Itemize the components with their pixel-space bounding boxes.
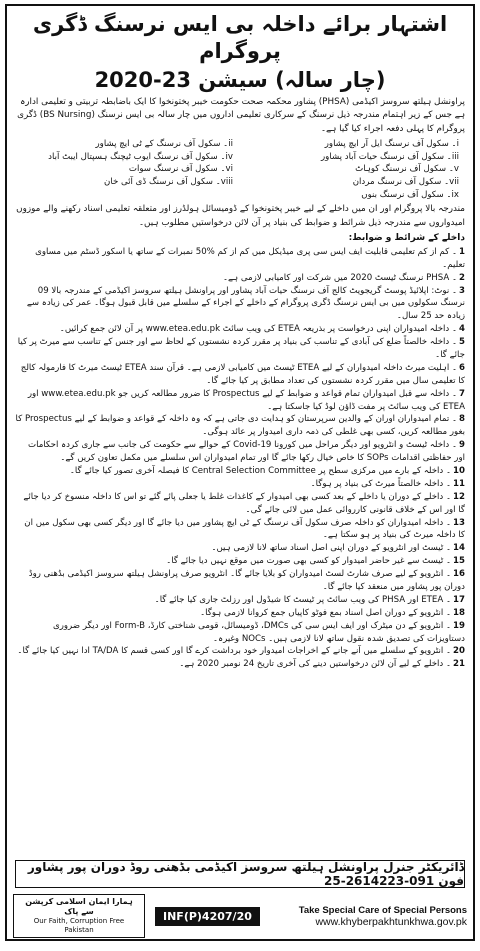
item-text: داخلہ کے بارے میں مرکزی سطح پر Central Selection Committee کا فیصلہ آخری تصور کیا جائے گا۔	[69, 466, 444, 476]
item-number: 2	[459, 272, 465, 283]
list-item: 5۔ داخلہ خالصتاً ضلع کی آبادی کے تناسب کی بنیاد پر مقرر کردہ نشستوں کے لحاظ سے اور جنس کے تناسب سے میرٹ پر کیا جائے گا۔	[17, 337, 465, 360]
list-item: 10۔ داخلہ کے بارے میں مرکزی سطح پر Central Selection Committee کا فیصلہ آخری تصور کیا جائے گا۔	[69, 466, 465, 476]
contact-text: ڈائریکٹر جنرل پراونشل ہیلتھ سروسز اکیڈمی بڈھنی روڈ دوران پور پشاور فون 091-2614223-25	[27, 860, 464, 888]
item-text: داخلہ امیدواران کو داخلہ صرف سکول آف نرسنگ کے ٹی ایچ پشاور میں دیا جائے گا اور دیگر کسی بھی سکول میں ان کا داخلہ میرٹ کی بنیاد پر ہو سکتا ہے۔	[24, 517, 465, 541]
item-text: انٹرویو کے دوران اصل اسناد بمع فوٹو کاپیاں جمع کروانا لازمی ہوگا۔	[200, 607, 444, 618]
list-item: 21۔ داخلے کے لیے آن لائن درخواستیں دینے کی آخری تاریخ 24 نومبر 2020 ہے۔	[179, 659, 465, 670]
item-text: داخلہ ٹیسٹ و انٹرویو اور دیگر مراحل میں کورونا 19-Covid کے حوالے سے حکومت کی جانب سے جاری کردہ احکامات اور حفاظتی اقدامات SOPs کا خاص خیال رکھا جائے گا اور تمام امیدواران اس سلسلے میں مکمل تعاون کریں گے۔	[27, 440, 465, 464]
schools-list	[21, 138, 459, 202]
list-item: 12۔ داخلے کے دوران یا داخلے کے بعد کسی بھی امیدوار کے کاغذات غلط یا جعلی پائے گئے تو اس کا داخلہ منسوخ کر دیا جائے گا اور اس کے خلاف قانونی کارروائی عمل میں لائی جائے گی۔	[23, 491, 465, 515]
item-text: تمام امیدواران اوران کے والدین سرپرستان کو ہدایت دی جاتی ہے کہ وہ داخلہ کے قواعد و ضوابط کے لیے Prospectus کا بغور مطالعہ کریں، کسی بھی غلطی کی ذمہ داری امیدوار پر عائد ہوگی۔	[15, 414, 465, 438]
item-text: ٹیسٹ سے غیر حاضر امیدوار کو کسی بھی صورت میں موقع نہیں دیا جائے گا۔	[166, 556, 444, 567]
item-text: PHSA نرسنگ ٹیسٹ 2020 میں شرکت اور کامیابی لازمی ہے۔	[223, 272, 450, 283]
school-item: iv۔ سکول آف نرسنگ ایوب ٹیچنگ ہسپتال ایبٹ آباد	[48, 151, 233, 162]
item-number: 8	[459, 414, 465, 425]
item-text: انٹرویو کے سلسلے میں آنے جانے کے اخراجات امیدوار خود برداشت کرے گا اور کسی قسم کا TA/DA ادا نہیں کیا جائے گا۔	[17, 646, 444, 657]
ad-subtitle: (چار سالہ) سیشن 23-2020	[94, 67, 386, 92]
item-number: 16	[453, 569, 465, 580]
item-number: 13	[453, 517, 465, 528]
slogan-urdu: ہمارا ایمان اسلامی کرپشن سے پاک	[25, 897, 133, 917]
conditions-title: داخلے کے شرائط و ضوابط:	[348, 233, 465, 244]
ad-title: اشتہار برائے داخلہ بی ایس نرسنگ ڈگری پروگرام	[32, 12, 448, 64]
item-number: 17	[453, 594, 465, 605]
list-item: 1۔ کم از کم تعلیمی قابلیت ایف ایس سی پری میڈیکل میں کم از کم %50 نمبرات کے ساتھ یا اسکور ڈسٹم میں مساوی تعلیم۔	[35, 246, 465, 270]
list-item: 15۔ ٹیسٹ سے غیر حاضر امیدوار کو کسی بھی صورت میں موقع نہیں دیا جائے گا۔	[166, 556, 465, 567]
item-text: ETEA اور PHSA کی ویب سائٹ پر ٹیسٹ کا شیڈول اور رزلٹ جاری کیا جائے گا۔	[154, 594, 444, 605]
list-item: 9۔ داخلہ ٹیسٹ و انٹرویو اور دیگر مراحل میں کورونا 19-Covid کے حوالے سے حکومت کی جانب سے جاری کردہ احکامات اور حفاظتی اقدامات SOPs کا خاص خیال رکھا جائے گا اور تمام امیدواران اس سلسلے میں مکمل تعاون کریں گے۔	[27, 440, 465, 464]
list-item: 20۔ انٹرویو کے سلسلے میں آنے جانے کے اخراجات امیدوار خود برداشت کرے گا اور کسی قسم کا TA/DA ادا نہیں کیا جائے گا۔	[17, 646, 465, 657]
item-number: 4	[459, 324, 465, 335]
item-text: داخلہ خالصتاً ضلع کی آبادی کے تناسب کی بنیاد پر مقرر کردہ نشستوں کے لحاظ سے اور جنس کے تناسب سے میرٹ پر کیا جائے گا۔	[17, 337, 465, 360]
list-item: 19۔ انٹرویو کے دن میٹرک اور ایف ایس سی کی DMCs، ڈومیسائل، قومی شناختی کارڈ، Form-B اور دیگر ضروری دستاویزات کی تصدیق شدہ نقول ساتھ لانا لازمی ہیں۔ NOCs وغیرہ۔	[53, 620, 465, 644]
item-number: 20	[453, 646, 465, 657]
item-text: ٹیسٹ اور انٹرویو کے دوران اپنی اصل اسناد ساتھ لانا لازمی ہیں۔	[211, 543, 444, 554]
school-item: vi۔ سکول آف نرسنگ سوات	[128, 164, 233, 175]
advertisement-page	[5, 4, 475, 941]
item-number: 10	[453, 466, 465, 476]
list-item: 3۔ نوٹ: اپلائیڈ پوسٹ گریجویٹ کالج آف نرسنگ حیات آباد پشاور اور پراونشل ہیلتھ سروسز اکیڈمی کے مندرجہ بالا 09 نرسنگ سکولوں میں بی ایس نرسنگ ڈگری پروگرام کے داخلے کے اجراء کے سلسلے میں قابل قبول ہوگا۔ عمر کی زیادہ سے زیادہ حد 25 سال۔	[26, 285, 465, 322]
government-info	[299, 905, 467, 928]
item-number: 12	[453, 491, 465, 502]
list-item: 11۔ داخلہ خالصتاً میرٹ کی بنیاد پر ہوگا۔	[310, 478, 465, 489]
item-text: اہلیت میرٹ داخلہ امیدواران کے لیے ETEA ٹیسٹ میں کامیابی لازمی ہے۔ قرآن سند ETEA ٹیسٹ میرٹ کا فارمولہ کالج کا تعلیمی سال میں مقرر کردہ نشستوں کی تعداد مطابق پر کیا جائے گا۔	[20, 362, 465, 386]
list-item: 8۔ تمام امیدواران اوران کے والدین سرپرستان کو ہدایت دی جاتی ہے کہ وہ داخلہ کے قواعد و ضوابط کے لیے Prospectus کا بغور مطالعہ کریں، کسی بھی غلطی کی ذمہ داری امیدوار پر عائد ہوگی۔	[15, 414, 465, 438]
item-text: داخلے کے لیے آن لائن درخواستیں دینے کی آخری تاریخ 24 نومبر 2020 ہے۔	[179, 659, 444, 670]
item-number: 19	[453, 620, 465, 631]
item-number: 5	[459, 337, 465, 348]
school-item: ii۔ سکول آف نرسنگ کے ٹی ایچ پشاور	[95, 138, 233, 149]
item-number: 18	[453, 607, 465, 618]
conditions-list	[15, 246, 465, 671]
contact-strip	[15, 860, 465, 888]
item-number: 1	[459, 246, 465, 257]
care-text: Take Special Care of Special Persons	[298, 904, 467, 916]
intro-paragraph: پراونشل ہیلتھ سروسز اکیڈمی (PHSA) پشاور محکمہ صحت حکومت خیبر پختونخوا کا ایک باضابطہ تربیتی و تعلیمی ادارہ ہے جس کے زیر اہتمام مندرجہ ذیل نرسنگ کے سرکاری تعلیمی اداروں میں چار سالہ بی ایس نرسنگ (BS Nursing) ڈگری پروگرام کا پہلی دفعہ اجراء کیا گیا ہے۔	[17, 96, 465, 135]
item-text: انٹرویو کے لیے صرف شارٹ لسٹ امیدواران کو بلایا جائے گا۔ انٹرویو صرف پراونشل ہیلتھ سروسز اکیڈمی بڈھنی روڈ دوران پور پشاور میں منعقد کیا جائے گا۔	[28, 569, 465, 593]
school-item: ix۔ سکول آف نرسنگ بنوں	[361, 190, 459, 201]
item-number: 21	[453, 659, 465, 670]
website-link[interactable]: www.khyberpakhtunkhwa.gov.pk	[315, 915, 467, 928]
item-text: داخلے کے دوران یا داخلے کے بعد کسی بھی امیدوار کے کاغذات غلط یا جعلی پائے گئے تو اس کا داخلہ منسوخ کر دیا جائے گا اور اس کے خلاف قانونی کارروائی عمل میں لائی جائے گی۔	[23, 491, 465, 515]
item-number: 9	[459, 440, 465, 451]
list-item: 2۔ PHSA نرسنگ ٹیسٹ 2020 میں شرکت اور کامیابی لازمی ہے۔	[223, 272, 465, 283]
item-text: داخلہ امیدواران اپنی درخواست پر بذریعہ ETEA کی ویب سائٹ www.etea.edu.pk پر آن لائن جمع کرائیں۔	[59, 324, 450, 335]
item-number: 14	[453, 543, 465, 554]
item-number: 3	[459, 285, 465, 296]
reference-number: INF(P)4207/20	[155, 907, 260, 926]
item-number: 11	[453, 478, 465, 489]
slogan-box	[13, 894, 145, 938]
school-item: vii۔ سکول آف نرسنگ مردان	[352, 177, 459, 188]
item-text: داخلہ خالصتاً میرٹ کی بنیاد پر ہوگا۔	[310, 478, 444, 489]
bottom-bar	[7, 893, 473, 939]
school-item: v۔ سکول آف نرسنگ کوہاٹ	[355, 164, 459, 175]
school-item: iii۔ سکول آف نرسنگ حیات آباد پشاور	[321, 151, 459, 162]
item-text: نوٹ: اپلائیڈ پوسٹ گریجویٹ کالج آف نرسنگ حیات آباد پشاور اور پراونشل ہیلتھ سروسز اکیڈمی کے مندرجہ بالا 09 نرسنگ سکولوں میں بی ایس نرسنگ ڈگری پروگرام کے داخلے کے اجراء کے سلسلے میں قابل قبول ہوگا۔ عمر کی زیادہ سے زیادہ حد 25 سال۔	[26, 285, 465, 322]
list-item: 18۔ انٹرویو کے دوران اصل اسناد بمع فوٹو کاپیاں جمع کروانا لازمی ہوگا۔	[200, 607, 465, 618]
list-item: 14۔ ٹیسٹ اور انٹرویو کے دوران اپنی اصل اسناد ساتھ لانا لازمی ہیں۔	[211, 543, 465, 554]
item-text: انٹرویو کے دن میٹرک اور ایف ایس سی کی DMCs، ڈومیسائل، قومی شناختی کارڈ، Form-B اور دیگر ضروری دستاویزات کی تصدیق شدہ نقول ساتھ لانا لازمی ہیں۔ NOCs وغیرہ۔	[53, 620, 465, 644]
school-item: viii۔ سکول آف نرسنگ ڈی آئی خان	[104, 177, 233, 188]
item-text: داخلہ سے قبل امیدواران تمام قواعد و ضوابط کے لیے Prospectus کا ضرور مطالعہ کریں جو www.etea.edu.pk اور ETEA کی ویب سائٹ پر مفت ڈاؤن لوڈ کیا جاسکتا ہے۔	[27, 388, 465, 412]
instructions-paragraph: مندرجہ بالا پروگرام اور ان میں داخلے کے لیے خیبر پختونخوا کے ڈومیسائل ہولڈرز اور متعلقہ تعلیمی اسناد رکھنے والے موزوں امیدواروں سے مندرجہ ذیل شرائط و ضوابط کی بنیاد پر آن لائن درخواستیں مطلوب ہیں۔	[16, 204, 465, 228]
list-item: 4۔ داخلہ امیدواران اپنی درخواست پر بذریعہ ETEA کی ویب سائٹ www.etea.edu.pk پر آن لائن جمع کرائیں۔	[59, 324, 465, 335]
slogan-english: Our Faith, Corruption Free Pakistan	[33, 917, 125, 934]
item-number: 15	[453, 556, 465, 567]
item-number: 6	[459, 362, 465, 373]
list-item: 13۔ داخلہ امیدواران کو داخلہ صرف سکول آف نرسنگ کے ٹی ایچ پشاور میں دیا جائے گا اور دیگر کسی بھی سکول میں ان کا داخلہ میرٹ کی بنیاد پر ہو سکتا ہے۔	[24, 517, 465, 541]
list-item: 17۔ ETEA اور PHSA کی ویب سائٹ پر ٹیسٹ کا شیڈول اور رزلٹ جاری کیا جائے گا۔	[154, 594, 465, 605]
list-item: 6۔ اہلیت میرٹ داخلہ امیدواران کے لیے ETEA ٹیسٹ میں کامیابی لازمی ہے۔ قرآن سند ETEA ٹیسٹ میرٹ کا فارمولہ کالج کا تعلیمی سال میں مقرر کردہ نشستوں کی تعداد مطابق پر کیا جائے گا۔	[20, 362, 465, 386]
list-item: 16۔ انٹرویو کے لیے صرف شارٹ لسٹ امیدواران کو بلایا جائے گا۔ انٹرویو صرف پراونشل ہیلتھ سروسز اکیڈمی بڈھنی روڈ دوران پور پشاور میں منعقد کیا جائے گا۔	[28, 569, 465, 593]
school-item: i۔ سکول آف نرسنگ ایل آر ایچ پشاور	[324, 138, 459, 149]
item-text: کم از کم تعلیمی قابلیت ایف ایس سی پری میڈیکل میں کم از کم %50 نمبرات کے ساتھ یا اسکور ڈسٹم میں مساوی تعلیم۔	[35, 246, 465, 270]
item-number: 7	[459, 388, 465, 399]
list-item: 7۔ داخلہ سے قبل امیدواران تمام قواعد و ضوابط کے لیے Prospectus کا ضرور مطالعہ کریں جو www.etea.edu.pk اور ETEA کی ویب سائٹ پر مفت ڈاؤن لوڈ کیا جاسکتا ہے۔	[27, 388, 465, 412]
